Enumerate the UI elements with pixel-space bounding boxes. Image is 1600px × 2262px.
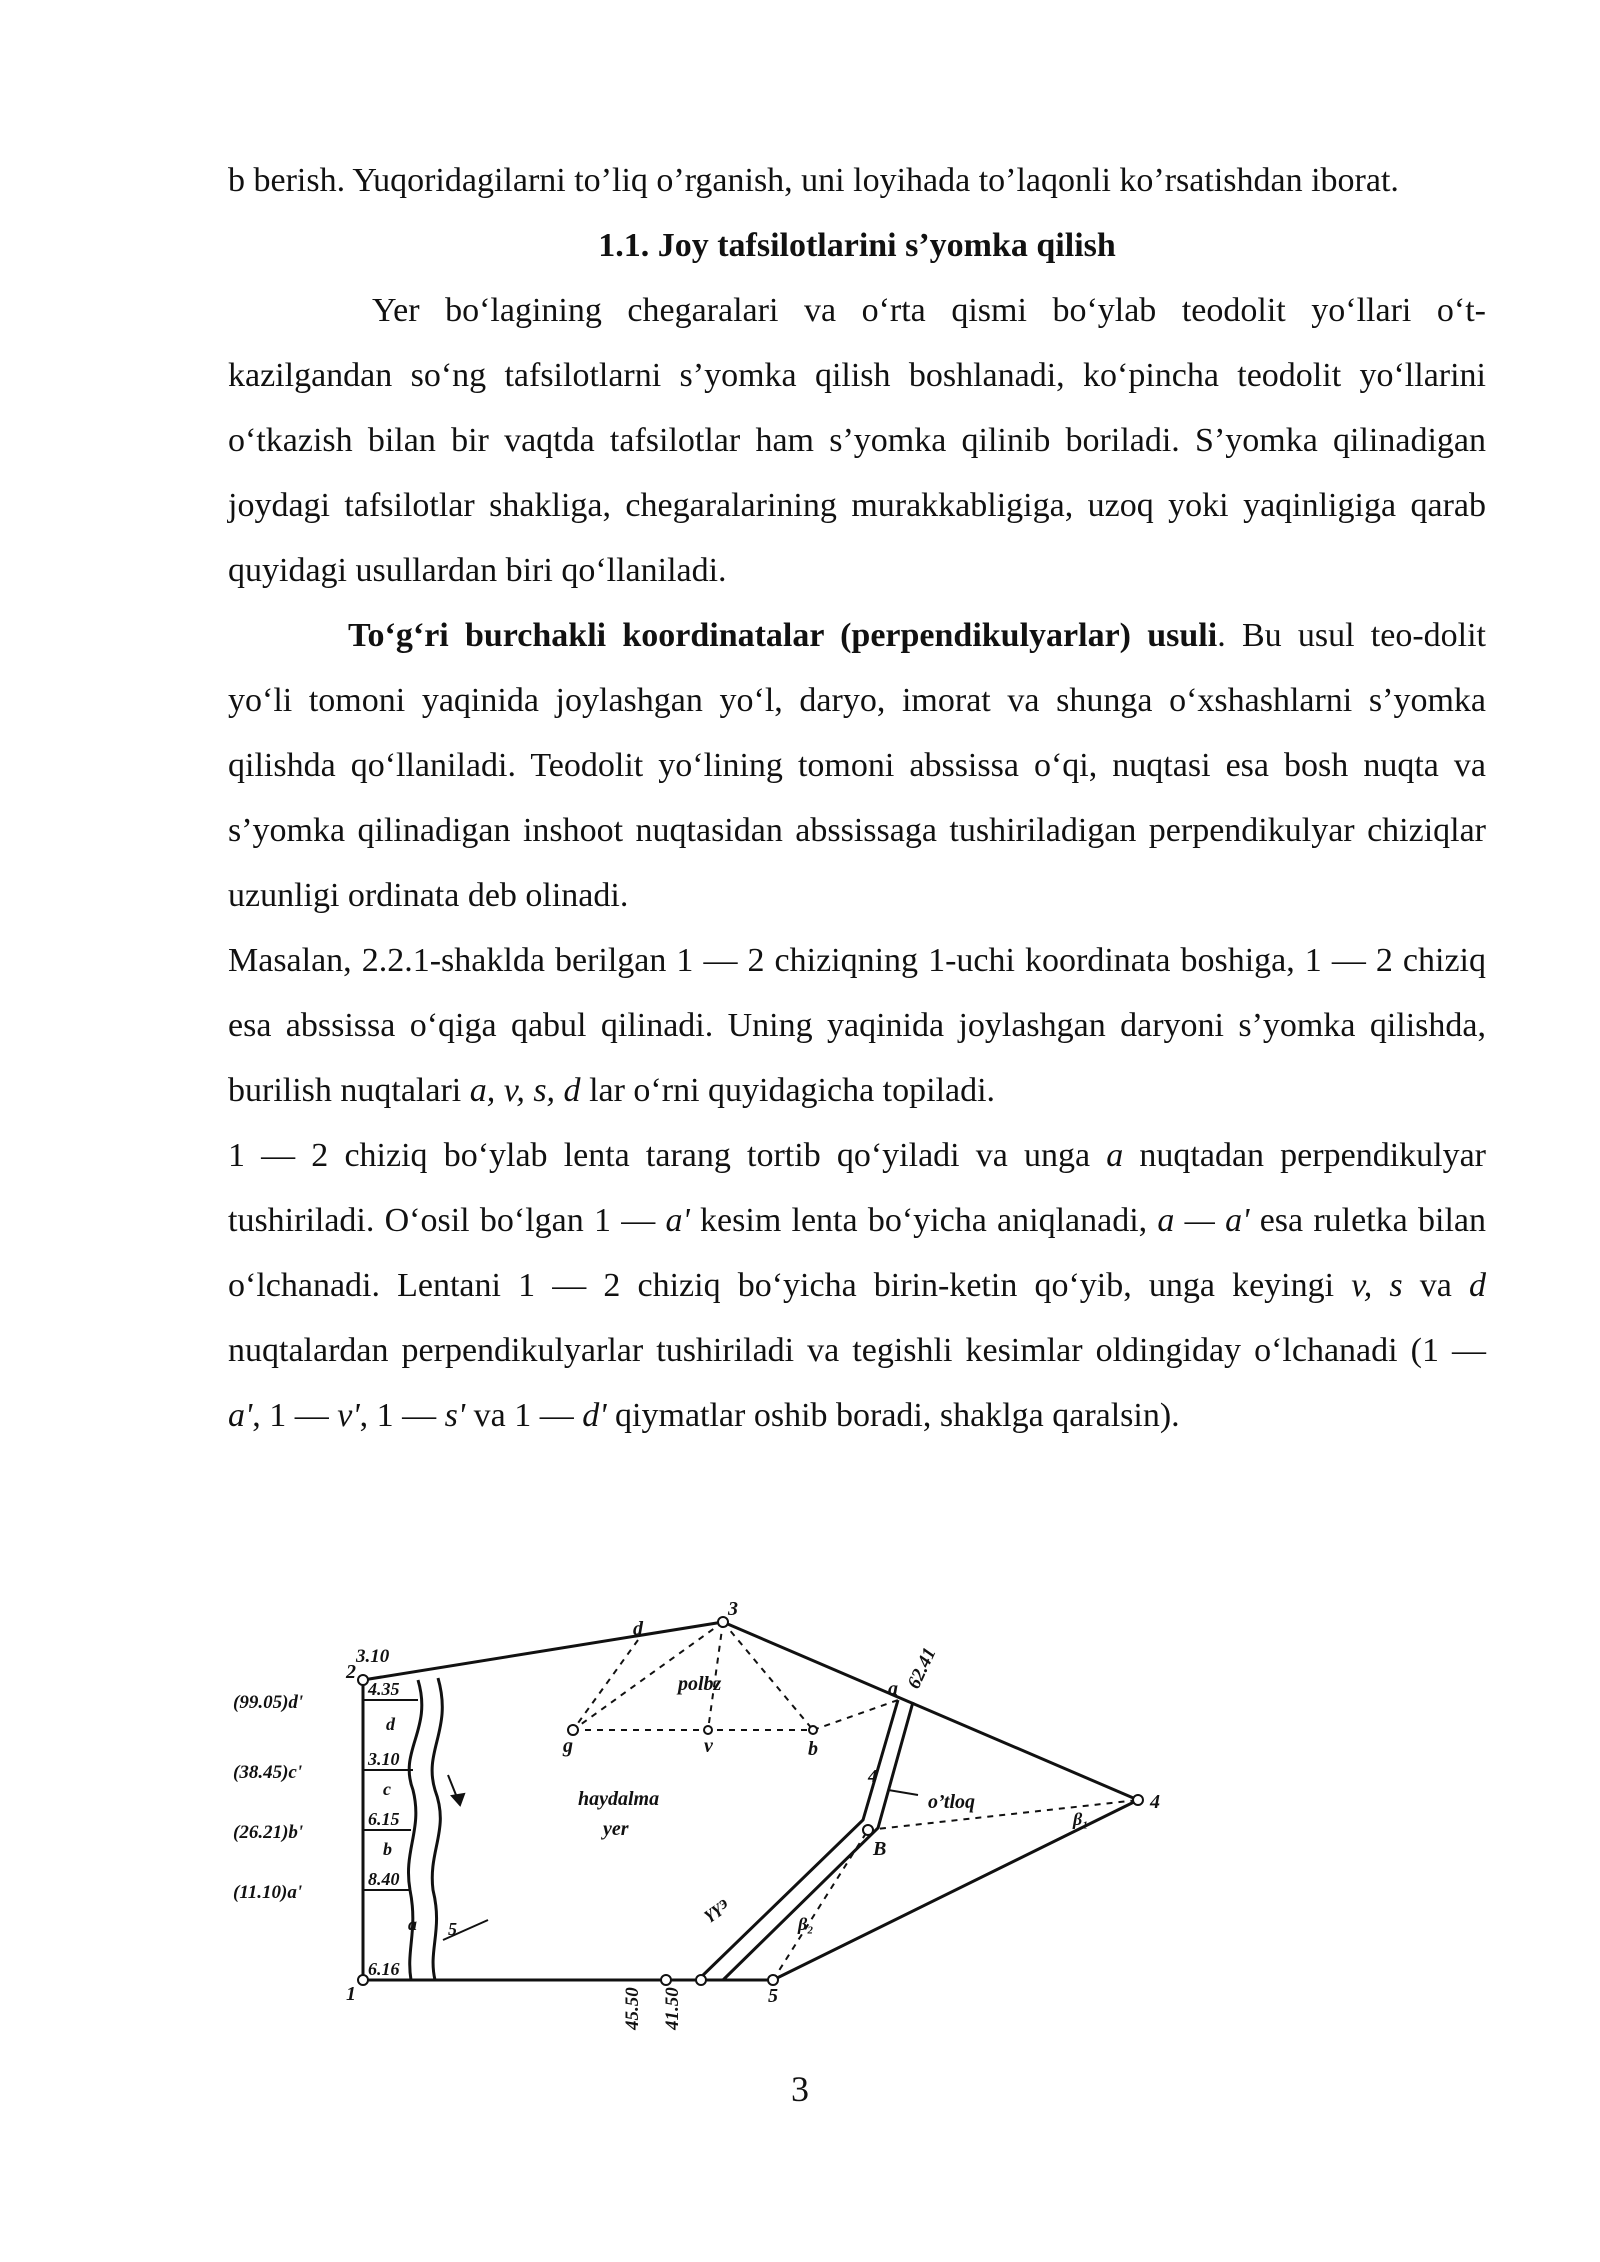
- label-a: a: [888, 1678, 898, 1700]
- dash-d-g: [573, 1640, 638, 1730]
- p4-s13: , 1 —: [252, 1397, 338, 1434]
- paragraph-4: [228, 1123, 1486, 1448]
- p4-s9: va: [1402, 1267, 1469, 1304]
- offset-value-4: 8.40: [368, 1869, 400, 1889]
- river-bank-right: [432, 1678, 442, 1980]
- bottom-label-0: 45.50: [622, 1987, 643, 2030]
- p4-s14: v': [337, 1397, 360, 1434]
- dash-3-b: [723, 1622, 813, 1730]
- area-label-2: yer: [603, 1818, 629, 1840]
- offset-value-2: 3.10: [368, 1749, 400, 1769]
- p4-s12: a': [228, 1397, 253, 1434]
- paragraph-3: [228, 928, 1486, 1123]
- p4-s7: esa ruletka bilan o‘lchanadi. Lentani 1 — 2 chiziq bo‘yicha birin-ketin qo‘yib, unga keyingi: [228, 1202, 1486, 1304]
- page-number: 3: [791, 2069, 809, 2109]
- p4-s1: 1 — 2 chiziq bo‘ylab lenta tarang tortib qo‘yiladi va unga: [228, 1137, 1107, 1174]
- offset-value-0: 3.10: [356, 1646, 390, 1667]
- paragraph-2-text: . Bu usul teo-dolit yo‘li tomoni yaqinida joylashgan yo‘l, daryo, imorat va shunga o‘xshashlarni s’yomka qilishda qo‘llaniladi. Teodolit yo‘lining tomoni abssissa o‘qi, nuqtasi esa bosh nuqta va s’yomka qilinadigan inshoot nuqtasidan abssissaga tushiriladigan perpendikulyar chiziqlar uzunligi ordinata deb olinadi.: [228, 617, 1486, 914]
- p4-s4: a': [665, 1202, 690, 1239]
- segment-c: c: [383, 1779, 391, 1799]
- point-5: [768, 1975, 778, 1985]
- label-5: 5: [768, 1985, 778, 2007]
- label-B: B: [873, 1838, 887, 1860]
- dash-b-a: [813, 1700, 898, 1730]
- side-label: 62.41: [903, 1644, 941, 1693]
- flow-arrow-head: [452, 1794, 464, 1805]
- point-v: [704, 1726, 712, 1734]
- mark-4: 4: [868, 1766, 877, 1786]
- left-label-d: (99.05)d': [233, 1692, 304, 1713]
- p4-s10: d: [1469, 1267, 1486, 1304]
- point-B: [863, 1825, 873, 1835]
- point-g: [568, 1725, 578, 1735]
- p4-s6: a — a': [1157, 1202, 1250, 1239]
- label-g: g: [563, 1735, 573, 1757]
- label-2: 2: [346, 1661, 356, 1683]
- label-1: 1: [346, 1983, 356, 2005]
- segment-d: d: [386, 1714, 395, 1734]
- p4-s8: v, s: [1351, 1267, 1403, 1304]
- p4-s17: va 1 —: [465, 1397, 583, 1434]
- dash-B-4: [868, 1800, 1138, 1830]
- p4-s15: , 1 —: [359, 1397, 445, 1434]
- paragraph-3-text-b: lar o‘rni quyidagicha topiladi.: [580, 1072, 996, 1109]
- method-title: To‘g‘ri burchakli koordinatalar (perpendikulyarlar) usuli: [348, 617, 1218, 654]
- paragraph-2: [228, 603, 1486, 928]
- paragraph-3-text-a: Masalan, 2.2.1-shaklda berilgan 1 — 2 chiziqning 1-uchi koordinata boshiga, 1 — 2 chiziq esa abssissa o‘qiga qabul qilinadi. Uning yaqinida joylashgan daryoni s’yomka qilishda, burilish nuqtalari: [228, 942, 1486, 1109]
- line-2-3: [363, 1622, 723, 1680]
- mark-5: 5: [448, 1919, 457, 1939]
- label-3: 3: [728, 1598, 738, 1620]
- beta-2: β₂: [798, 1914, 814, 1934]
- label-d: d: [633, 1618, 643, 1640]
- p4-s3: nuqtadan perpendikulyar tushiriladi. O‘osil bo‘lgan 1 —: [228, 1137, 1486, 1239]
- p4-s16: s': [444, 1397, 466, 1434]
- point-1: [358, 1975, 368, 1985]
- bottom-label-1: 41.50: [662, 1987, 683, 2030]
- label-v: v: [704, 1735, 713, 1757]
- section-heading: 1.1. Joy tafsilotlarini s’yomka qilish: [598, 227, 1116, 264]
- paragraph-3-italic: a, v, s, d: [469, 1072, 581, 1109]
- beta-1: β₁: [1073, 1809, 1089, 1829]
- offset-value-3: 6.15: [368, 1809, 400, 1829]
- point-3: [718, 1617, 728, 1627]
- document-page: [228, 148, 1486, 1448]
- point-4: [1133, 1795, 1143, 1805]
- left-label-c: (38.45)c': [233, 1762, 303, 1783]
- point-road-2: [661, 1975, 671, 1985]
- paragraph-1: Yer bo‘lagining chegaralari va o‘rta qismi bo‘ylab teodolit yo‘llari o‘t-kazilgandan so‘ng tafsilotlarni s’yomka qilish boshlanadi, ko‘pincha teodolit yo‘llarini o‘tkazish bilan bir vaqtda tafsilotlar ham s’yomka qilinib boriladi. S’yomka qilinadigan joydagi tafsilotlar shakliga, chegaralarining murakkabligiga, uzoq yoki yaqinligiga qarab quyidagi usullardan biri qo‘llaniladi.: [228, 292, 1486, 589]
- segment-a: a: [408, 1914, 417, 1934]
- otloq-label: o’tloq: [928, 1791, 976, 1813]
- survey-figure: [228, 1590, 1228, 2050]
- paragraph-intro: b berish. Yuqoridagilarni to’liq o’rganish, uni loyihada to’laqonli ko’rsatishdan iborat.: [228, 162, 1399, 199]
- polbz-label: polbz: [678, 1673, 722, 1695]
- p4-s19: qiymatlar oshib boradi, shaklga qaralsin).: [606, 1397, 1180, 1434]
- road-edge-1: [698, 1700, 898, 1980]
- label-b: b: [808, 1738, 818, 1760]
- p4-s11: nuqtalardan perpendikulyarlar tushiriladi va tegishli kesimlar oldingiday o‘lchanadi (1 —: [228, 1332, 1486, 1369]
- p4-s5: kesim lenta bo‘yicha aniqlanadi,: [689, 1202, 1158, 1239]
- segment-b: b: [383, 1839, 392, 1859]
- label-4: 4: [1150, 1791, 1160, 1813]
- point-b: [809, 1726, 817, 1734]
- otloq-arrow: [888, 1790, 918, 1795]
- p4-s2: a: [1106, 1137, 1124, 1174]
- point-road-1: [696, 1975, 706, 1985]
- offset-value-1: 4.35: [368, 1679, 400, 1699]
- left-label-b: (26.21)b': [233, 1822, 304, 1843]
- point-2: [358, 1675, 368, 1685]
- road-label: үүэ: [698, 1892, 732, 1924]
- left-label-a: (11.10)a': [233, 1882, 303, 1903]
- offset-value-5: 6.16: [368, 1959, 400, 1979]
- area-label-1: haydalma: [578, 1788, 660, 1810]
- p4-s18: d': [582, 1397, 607, 1434]
